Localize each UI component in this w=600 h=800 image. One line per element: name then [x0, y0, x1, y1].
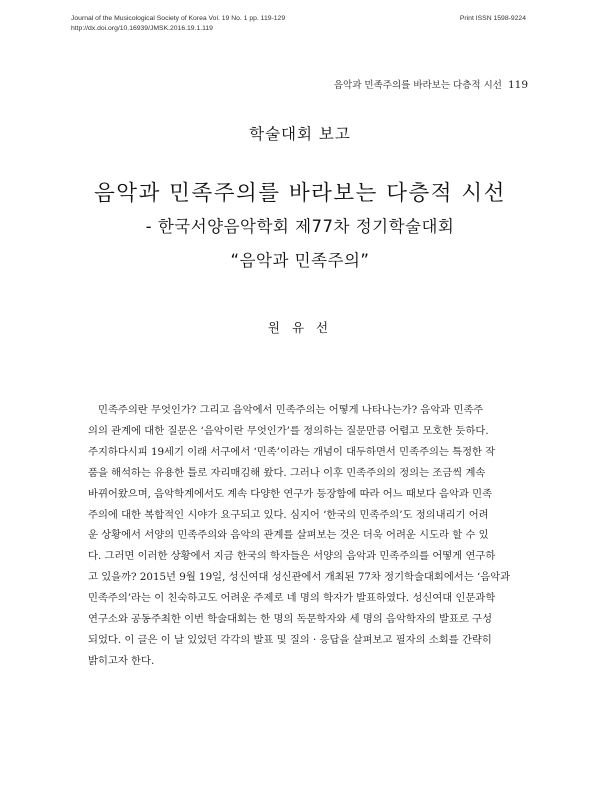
running-head [334, 78, 528, 93]
body-line: 고 있을까? 2015년 9월 19일, 성신여대 성신관에서 개최된 77차 정기학술대회에서는 ‘음악과 [88, 571, 511, 584]
journal-citation: Journal of the Musicological Society of Korea Vol. 19 No. 1 pp. 119-129 [71, 15, 286, 22]
issn: Print ISSN 1598-9224 [459, 15, 526, 22]
body-line: 다. 그러면 이러한 상황에서 지금 한국의 학자들은 서양의 음악과 민족주의를 어떻게 연구하 [88, 550, 496, 563]
journal-doi[interactable]: http://dx.doi.org/10.16939/JMSK.2016.19.1.119 [71, 25, 213, 32]
page-number: 119 [507, 79, 528, 91]
body-line: 민족주의’라는 이 친숙하고도 어려운 주제로 네 명의 학자가 발표하였다. 성신여대 인문과학 [88, 592, 496, 605]
body-line: 연구소와 공동주최한 이번 학술대회는 한 명의 독문학자와 세 명의 음악학자의 발표로 구성 [88, 613, 493, 626]
body-paragraph [88, 400, 520, 672]
body-line: 품을 해석하는 유용한 틀로 자리매김해 왔다. 그러나 이후 민족주의의 정의는 조금씩 계속 [88, 466, 486, 479]
body-line: 민족주의란 무엇인가? 그리고 음악에서 민족주의는 어떻게 나타나는가? 음악과 민족주 [98, 404, 484, 416]
body-line: 운 상황에서 서양의 민족주의와 음악의 관계를 살펴보는 것은 더욱 어려운 시도라 할 수 있 [88, 529, 489, 542]
title-block [0, 180, 600, 274]
running-head-title: 음악과 민족주의를 바라보는 다층적 시선 [333, 80, 502, 91]
body-line: 주의에 대한 복합적인 시야가 요구되고 있다. 심지어 ‘한국의 민족주의’도 정의내리기 어려 [88, 508, 489, 521]
journal-meta [71, 14, 285, 34]
author-name: 원 유 선 [267, 320, 333, 335]
body-line: 바뀌어왔으며, 음악학계에서도 계속 다양한 연구가 등장함에 따라 어느 때보다 음악과 민족 [88, 487, 493, 500]
section-label: 학술대회 보고 [249, 125, 351, 143]
body-line: 주지하다시피 19세기 이래 서구에서 ‘민족’이라는 개념이 대두하면서 민족주의는 특정한 작 [88, 445, 496, 458]
title-main: 음악과 민족주의를 바라보는 다층적 시선 [94, 181, 506, 206]
title-subtitle: - 한국서양음악학회 제77차 정기학술대회 [145, 217, 455, 236]
title-quoted: “음악과 민족주의” [230, 251, 370, 270]
body-line: 의의 관계에 대한 질문은 ‘음악이란 무엇인가’를 정의하는 질문만큼 어렵고 모호한 듯하다. [88, 424, 489, 437]
body-line: 밝히고자 한다. [88, 654, 155, 667]
body-line: 되었다. 이 글은 이 날 있었던 각각의 발표 및 질의 · 응답을 살펴보고 필자의 소회를 간략히 [88, 633, 492, 646]
